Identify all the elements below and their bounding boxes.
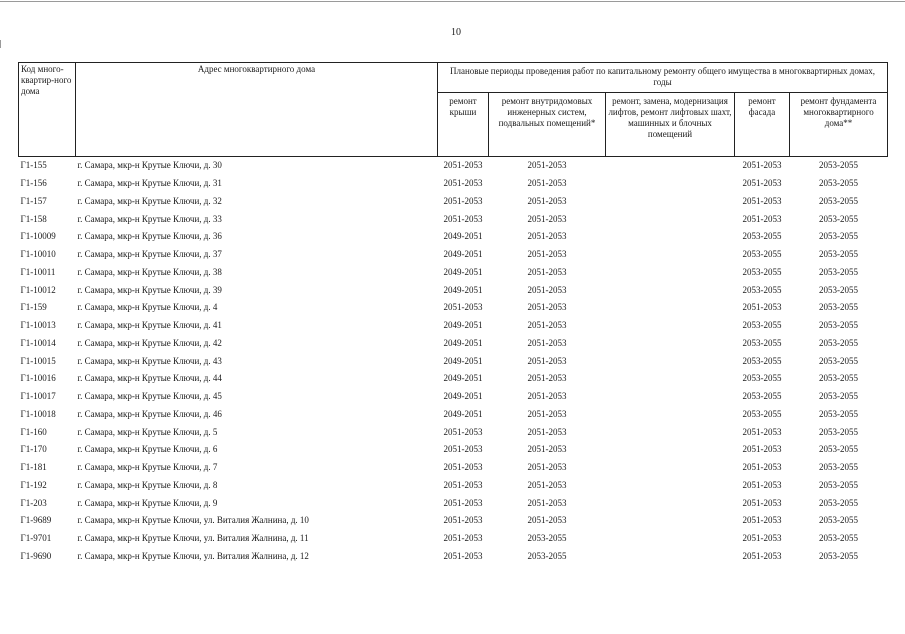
capital-repair-table xyxy=(18,62,888,565)
cell-facade: 2051-2053 xyxy=(742,444,782,455)
cell-roof: 2051-2053 xyxy=(443,497,483,508)
cell-facade: 2051-2053 xyxy=(742,479,782,490)
cell-foundation: 2053-2055 xyxy=(819,266,859,277)
cell-facade: 2051-2053 xyxy=(742,178,782,189)
cell-systems: 2051-2053 xyxy=(527,195,567,206)
cell-roof: 2049-2051 xyxy=(443,249,483,260)
table-row xyxy=(19,281,888,299)
cell-lifts xyxy=(606,299,735,317)
cell-address: г. Самара, мкр-н Крутые Ключи, д. 42 xyxy=(77,337,222,348)
cell-address: г. Самара, мкр-н Крутые Ключи, д. 45 xyxy=(77,391,222,402)
table-row xyxy=(19,406,888,424)
cell-facade: 2051-2053 xyxy=(742,302,782,313)
table-row xyxy=(19,459,888,477)
cell-lifts xyxy=(606,494,735,512)
cell-lifts xyxy=(606,246,735,264)
cell-foundation: 2053-2055 xyxy=(819,284,859,295)
cell-facade: 2051-2053 xyxy=(742,497,782,508)
col-header-lifts: ремонт, замена, модернизация лифтов, ремонт лифтовых шахт, машинных и блочных помещений xyxy=(606,93,735,157)
header-row xyxy=(19,63,888,93)
cell-address: г. Самара, мкр-н Крутые Ключи, д. 33 xyxy=(77,213,222,224)
page-number: 10 xyxy=(451,27,461,38)
cell-systems: 2051-2053 xyxy=(527,462,567,473)
cell-roof: 2049-2051 xyxy=(443,391,483,402)
cell-systems: 2051-2053 xyxy=(527,497,567,508)
col-header-code: Код много-квартир-ного дома xyxy=(19,63,76,157)
cell-foundation: 2053-2055 xyxy=(819,426,859,437)
cell-foundation: 2053-2055 xyxy=(819,160,859,171)
table-row xyxy=(19,246,888,264)
cell-foundation: 2053-2055 xyxy=(819,479,859,490)
cell-foundation: 2053-2055 xyxy=(819,462,859,473)
cell-lifts xyxy=(606,210,735,228)
cell-systems: 2051-2053 xyxy=(527,160,567,171)
cell-lifts xyxy=(606,406,735,424)
cell-address: г. Самара, мкр-н Крутые Ключи, д. 32 xyxy=(77,195,222,206)
cell-lifts xyxy=(606,512,735,530)
cell-roof: 2049-2051 xyxy=(443,231,483,242)
table-row xyxy=(19,423,888,441)
col-header-roof: ремонт крыши xyxy=(438,93,489,157)
cell-address: г. Самара, мкр-н Крутые Ключи, д. 8 xyxy=(77,479,218,490)
cell-code: Г1-10014 xyxy=(20,337,56,348)
cell-roof: 2049-2051 xyxy=(443,320,483,331)
cell-code: Г1-9689 xyxy=(20,515,52,526)
cell-foundation: 2053-2055 xyxy=(819,355,859,366)
cell-facade: 2051-2053 xyxy=(742,213,782,224)
cell-roof: 2049-2051 xyxy=(443,408,483,419)
cell-lifts xyxy=(606,264,735,282)
cell-systems: 2051-2053 xyxy=(527,337,567,348)
cell-code: Г1-10018 xyxy=(20,408,56,419)
cell-roof: 2049-2051 xyxy=(443,266,483,277)
cell-roof: 2049-2051 xyxy=(443,337,483,348)
cell-code: Г1-157 xyxy=(20,195,47,206)
cell-code: Г1-9690 xyxy=(20,550,52,561)
cell-systems: 2051-2053 xyxy=(527,426,567,437)
cell-foundation: 2053-2055 xyxy=(819,178,859,189)
cell-systems: 2051-2053 xyxy=(527,479,567,490)
cell-systems: 2051-2053 xyxy=(527,408,567,419)
cell-address: г. Самара, мкр-н Крутые Ключи, д. 38 xyxy=(77,266,222,277)
cell-systems: 2051-2053 xyxy=(527,178,567,189)
cell-roof: 2051-2053 xyxy=(443,178,483,189)
col-header-facade: ремонт фасада xyxy=(735,93,790,157)
cell-code: Г1-159 xyxy=(20,302,47,313)
cell-code: Г1-170 xyxy=(20,444,47,455)
cell-roof: 2049-2051 xyxy=(443,284,483,295)
cell-lifts xyxy=(606,228,735,246)
cell-roof: 2051-2053 xyxy=(443,462,483,473)
cell-address: г. Самара, мкр-н Крутые Ключи, д. 9 xyxy=(77,497,218,508)
table-row xyxy=(19,175,888,193)
cell-systems: 2051-2053 xyxy=(527,249,567,260)
cell-facade: 2051-2053 xyxy=(742,160,782,171)
cell-facade: 2053-2055 xyxy=(742,231,782,242)
cell-code: Г1-160 xyxy=(20,426,47,437)
cell-systems: 2053-2055 xyxy=(527,550,567,561)
cell-facade: 2053-2055 xyxy=(742,266,782,277)
cell-foundation: 2053-2055 xyxy=(819,373,859,384)
cell-code: Г1-9701 xyxy=(20,533,52,544)
cell-lifts xyxy=(606,157,735,175)
table-row xyxy=(19,299,888,317)
cell-code: Г1-158 xyxy=(20,213,47,224)
cell-roof: 2051-2053 xyxy=(443,444,483,455)
cell-foundation: 2053-2055 xyxy=(819,444,859,455)
table-row xyxy=(19,548,888,566)
cell-facade: 2051-2053 xyxy=(742,426,782,437)
cell-code: Г1-10015 xyxy=(20,355,56,366)
cell-systems: 2051-2053 xyxy=(527,320,567,331)
table-row xyxy=(19,193,888,211)
cell-code: Г1-10016 xyxy=(20,373,56,384)
table-row xyxy=(19,530,888,548)
cell-facade: 2051-2053 xyxy=(742,515,782,526)
col-header-address: Адрес многоквартирного дома xyxy=(76,63,438,157)
cell-roof: 2051-2053 xyxy=(443,426,483,437)
cell-systems: 2051-2053 xyxy=(527,373,567,384)
cell-address: г. Самара, мкр-н Крутые Ключи, д. 6 xyxy=(77,444,218,455)
cell-roof: 2051-2053 xyxy=(443,302,483,313)
cell-roof: 2051-2053 xyxy=(443,533,483,544)
cell-foundation: 2053-2055 xyxy=(819,302,859,313)
cell-address: г. Самара, мкр-н Крутые Ключи, д. 36 xyxy=(77,231,222,242)
cell-address: г. Самара, мкр-н Крутые Ключи, д. 37 xyxy=(77,249,222,260)
cell-code: Г1-10010 xyxy=(20,249,56,260)
cell-code: Г1-10017 xyxy=(20,391,56,402)
cell-lifts xyxy=(606,317,735,335)
cell-address: г. Самара, мкр-н Крутые Ключи, д. 46 xyxy=(77,408,222,419)
cell-address: г. Самара, мкр-н Крутые Ключи, д. 4 xyxy=(77,302,218,313)
cell-foundation: 2053-2055 xyxy=(819,231,859,242)
table-row xyxy=(19,317,888,335)
cell-lifts xyxy=(606,477,735,495)
cell-systems: 2051-2053 xyxy=(527,231,567,242)
cell-address: г. Самара, мкр-н Крутые Ключи, д. 41 xyxy=(77,320,222,331)
cell-foundation: 2053-2055 xyxy=(819,515,859,526)
cell-lifts xyxy=(606,193,735,211)
cell-code: Г1-192 xyxy=(20,479,47,490)
cell-roof: 2051-2053 xyxy=(443,550,483,561)
cell-lifts xyxy=(606,281,735,299)
cell-foundation: 2053-2055 xyxy=(819,320,859,331)
cell-lifts xyxy=(606,175,735,193)
cell-code: Г1-10011 xyxy=(20,266,56,277)
cell-code: Г1-155 xyxy=(20,160,47,171)
table-row xyxy=(19,512,888,530)
cell-address: г. Самара, мкр-н Крутые Ключи, ул. Виталия Жалнина, д. 12 xyxy=(77,550,309,561)
table-row xyxy=(19,352,888,370)
cell-systems: 2051-2053 xyxy=(527,213,567,224)
cell-facade: 2053-2055 xyxy=(742,249,782,260)
cell-code: Г1-10009 xyxy=(20,231,56,242)
table-row xyxy=(19,477,888,495)
table-row xyxy=(19,388,888,406)
cell-facade: 2051-2053 xyxy=(742,195,782,206)
cell-foundation: 2053-2055 xyxy=(819,533,859,544)
cell-systems: 2051-2053 xyxy=(527,355,567,366)
cell-foundation: 2053-2055 xyxy=(819,249,859,260)
cell-foundation: 2053-2055 xyxy=(819,195,859,206)
table-row xyxy=(19,210,888,228)
cell-roof: 2051-2053 xyxy=(443,160,483,171)
scan-edge-mark xyxy=(0,40,1,48)
table-row xyxy=(19,370,888,388)
cell-systems: 2051-2053 xyxy=(527,515,567,526)
table-body xyxy=(19,157,888,566)
cell-facade: 2053-2055 xyxy=(742,355,782,366)
cell-code: Г1-156 xyxy=(20,178,47,189)
cell-roof: 2051-2053 xyxy=(443,213,483,224)
cell-roof: 2049-2051 xyxy=(443,355,483,366)
cell-facade: 2053-2055 xyxy=(742,337,782,348)
cell-systems: 2053-2055 xyxy=(527,533,567,544)
cell-systems: 2051-2053 xyxy=(527,284,567,295)
cell-lifts xyxy=(606,370,735,388)
col-header-systems: ремонт внутридомовых инженерных систем, подвальных помещений* xyxy=(489,93,606,157)
cell-systems: 2051-2053 xyxy=(527,302,567,313)
cell-code: Г1-10013 xyxy=(20,320,56,331)
cell-facade: 2051-2053 xyxy=(742,533,782,544)
table-row xyxy=(19,228,888,246)
cell-foundation: 2053-2055 xyxy=(819,391,859,402)
cell-facade: 2051-2053 xyxy=(742,462,782,473)
cell-foundation: 2053-2055 xyxy=(819,497,859,508)
cell-facade: 2053-2055 xyxy=(742,408,782,419)
cell-lifts xyxy=(606,352,735,370)
cell-lifts xyxy=(606,459,735,477)
cell-lifts xyxy=(606,335,735,353)
cell-facade: 2053-2055 xyxy=(742,284,782,295)
cell-address: г. Самара, мкр-н Крутые Ключи, д. 5 xyxy=(77,426,218,437)
cell-lifts xyxy=(606,441,735,459)
cell-roof: 2051-2053 xyxy=(443,195,483,206)
table-row xyxy=(19,264,888,282)
col-header-periods: Плановые периоды проведения работ по капитальному ремонту общего имущества в многоквартирных домах, годы xyxy=(438,63,888,93)
cell-facade: 2053-2055 xyxy=(742,391,782,402)
cell-foundation: 2053-2055 xyxy=(819,213,859,224)
cell-foundation: 2053-2055 xyxy=(819,550,859,561)
cell-systems: 2051-2053 xyxy=(527,391,567,402)
scan-edge-mark xyxy=(0,1,905,2)
table-row xyxy=(19,335,888,353)
cell-foundation: 2053-2055 xyxy=(819,408,859,419)
cell-lifts xyxy=(606,423,735,441)
cell-address: г. Самара, мкр-н Крутые Ключи, д. 30 xyxy=(77,160,222,171)
table-row xyxy=(19,494,888,512)
cell-lifts xyxy=(606,388,735,406)
cell-code: Г1-203 xyxy=(20,497,47,508)
col-header-foundation: ремонт фундамента многоквартирного дома** xyxy=(790,93,888,157)
cell-facade: 2053-2055 xyxy=(742,320,782,331)
cell-roof: 2051-2053 xyxy=(443,479,483,490)
cell-systems: 2051-2053 xyxy=(527,266,567,277)
cell-facade: 2053-2055 xyxy=(742,373,782,384)
table-row xyxy=(19,157,888,175)
table-header xyxy=(19,63,888,157)
cell-roof: 2049-2051 xyxy=(443,373,483,384)
cell-code: Г1-181 xyxy=(20,462,47,473)
table-row xyxy=(19,441,888,459)
cell-address: г. Самара, мкр-н Крутые Ключи, д. 43 xyxy=(77,355,222,366)
cell-address: г. Самара, мкр-н Крутые Ключи, ул. Виталия Жалнина, д. 11 xyxy=(77,533,309,544)
cell-lifts xyxy=(606,548,735,566)
cell-foundation: 2053-2055 xyxy=(819,337,859,348)
cell-address: г. Самара, мкр-н Крутые Ключи, ул. Виталия Жалнина, д. 10 xyxy=(77,515,309,526)
cell-address: г. Самара, мкр-н Крутые Ключи, д. 44 xyxy=(77,373,222,384)
cell-facade: 2051-2053 xyxy=(742,550,782,561)
cell-lifts xyxy=(606,530,735,548)
cell-roof: 2051-2053 xyxy=(443,515,483,526)
cell-address: г. Самара, мкр-н Крутые Ключи, д. 31 xyxy=(77,178,222,189)
cell-address: г. Самара, мкр-н Крутые Ключи, д. 7 xyxy=(77,462,218,473)
cell-address: г. Самара, мкр-н Крутые Ключи, д. 39 xyxy=(77,284,222,295)
cell-systems: 2051-2053 xyxy=(527,444,567,455)
cell-code: Г1-10012 xyxy=(20,284,56,295)
